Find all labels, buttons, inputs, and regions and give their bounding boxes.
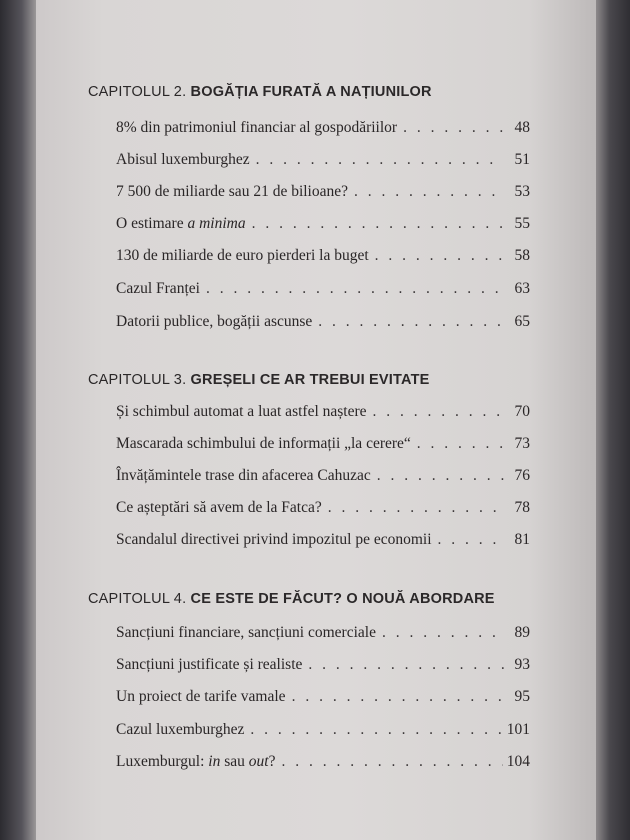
toc-page-number: 53 [514, 183, 530, 200]
toc-entry[interactable] [116, 467, 530, 485]
toc-entry[interactable] [116, 435, 530, 453]
book-cover-edge [596, 0, 630, 840]
toc-entry[interactable] [116, 499, 530, 517]
toc-page-number: 95 [514, 688, 530, 705]
leader-dots [252, 215, 504, 233]
toc-page-number: 55 [514, 215, 530, 232]
toc-entry[interactable] [116, 280, 530, 298]
toc-page-number: 48 [514, 119, 530, 136]
toc-entry[interactable] [116, 247, 530, 265]
toc-page-number: 101 [506, 721, 530, 738]
leader-dots [403, 119, 504, 137]
leader-dots [281, 753, 502, 771]
label-italic-text: in [208, 753, 221, 770]
toc-entry-label: Cazul Franței [116, 280, 200, 297]
toc-entry[interactable] [116, 721, 530, 739]
chapter-heading [88, 372, 430, 388]
toc-entry[interactable] [116, 313, 530, 331]
label-italic-text: a minima [187, 215, 246, 232]
toc-entry-label: Un proiect de tarife vamale [116, 688, 286, 705]
toc-entry[interactable] [116, 215, 530, 233]
label-italic-text: out [248, 753, 269, 770]
toc-entry-label: 8% din patrimoniul financiar al gospodăriilor [116, 119, 398, 136]
toc-entry-label: Mascarada schimbului de informații „la cerere“ [116, 435, 411, 452]
toc-entry[interactable] [116, 403, 530, 421]
toc-entry-label: Învățămintele trase din afacerea Cahuzac [116, 467, 371, 484]
toc-page-number: 70 [514, 403, 530, 420]
toc-entry-label: Sancțiuni justificate și realiste [116, 656, 303, 673]
chapter-heading [88, 591, 495, 607]
leader-dots [438, 531, 504, 549]
toc-entry-label: Datorii publice, bogății ascunse [116, 313, 313, 330]
toc-entry[interactable] [116, 656, 530, 674]
leader-dots [377, 467, 504, 485]
leader-dots [354, 183, 504, 201]
toc-entry[interactable] [116, 183, 530, 201]
leader-dots [417, 435, 504, 453]
toc-page-number: 76 [514, 467, 530, 484]
chapter-number: CAPITOLUL 4. [88, 591, 187, 607]
toc-entry-label [116, 215, 246, 233]
toc-entry-label: Și schimbul automat a luat astfel naștere [116, 403, 367, 420]
toc-entry-label: Scandalul directivei privind impozitul pe economii [116, 531, 432, 548]
toc-entry-label: Cazul luxemburghez [116, 721, 245, 738]
toc-entry-label: Sancțiuni financiare, sancțiuni comerciale [116, 624, 376, 641]
toc-page-number: 58 [514, 247, 530, 264]
leader-dots [250, 721, 502, 739]
chapter-title: CE ESTE DE FĂCUT? O NOUĂ ABORDARE [190, 591, 495, 607]
chapter-title: BOGĂȚIA FURATĂ A NAȚIUNILOR [190, 84, 432, 100]
chapter-heading [88, 84, 432, 100]
chapter-number: CAPITOLUL 3. [88, 372, 187, 388]
toc-page-number: 78 [514, 499, 530, 516]
toc-entry[interactable] [116, 531, 530, 549]
label-text: ? [268, 753, 276, 770]
toc-entry-label: Abisul luxemburghez [116, 151, 250, 168]
leader-dots [318, 313, 504, 331]
toc-page-number: 81 [514, 531, 530, 548]
label-text: O estimare [116, 215, 188, 232]
toc-page-number: 51 [514, 151, 530, 168]
toc-entry[interactable] [116, 151, 530, 169]
label-text: sau [220, 753, 249, 770]
toc-entry-label [116, 753, 275, 771]
toc-entry-label: 7 500 de miliarde sau 21 de bilioane? [116, 183, 349, 200]
toc-page-number: 93 [514, 656, 530, 673]
toc-page-number: 63 [514, 280, 530, 297]
chapter-title: GREȘELI CE AR TREBUI EVITATE [190, 372, 430, 388]
leader-dots [308, 656, 504, 674]
toc-entry[interactable] [116, 624, 530, 642]
toc-entry[interactable] [116, 119, 530, 137]
toc-page-number: 104 [506, 753, 530, 770]
toc-entry[interactable] [116, 688, 530, 706]
leader-dots [375, 247, 504, 265]
toc-entry-label: 130 de miliarde de euro pierderi la buget [116, 247, 369, 264]
leader-dots [292, 688, 504, 706]
leader-dots [256, 151, 504, 169]
toc-page-number: 73 [514, 435, 530, 452]
leader-dots [206, 280, 504, 298]
label-text: Luxemburgul: [116, 753, 209, 770]
toc-entry-label: Ce așteptări să avem de la Fatca? [116, 499, 322, 516]
toc-page-number: 65 [514, 313, 530, 330]
toc-page-number: 89 [514, 624, 530, 641]
chapter-number: CAPITOLUL 2. [88, 84, 187, 100]
toc-entry[interactable] [116, 753, 530, 771]
leader-dots [328, 499, 504, 517]
book-spine-shadow [0, 0, 36, 840]
leader-dots [373, 403, 504, 421]
leader-dots [382, 624, 504, 642]
